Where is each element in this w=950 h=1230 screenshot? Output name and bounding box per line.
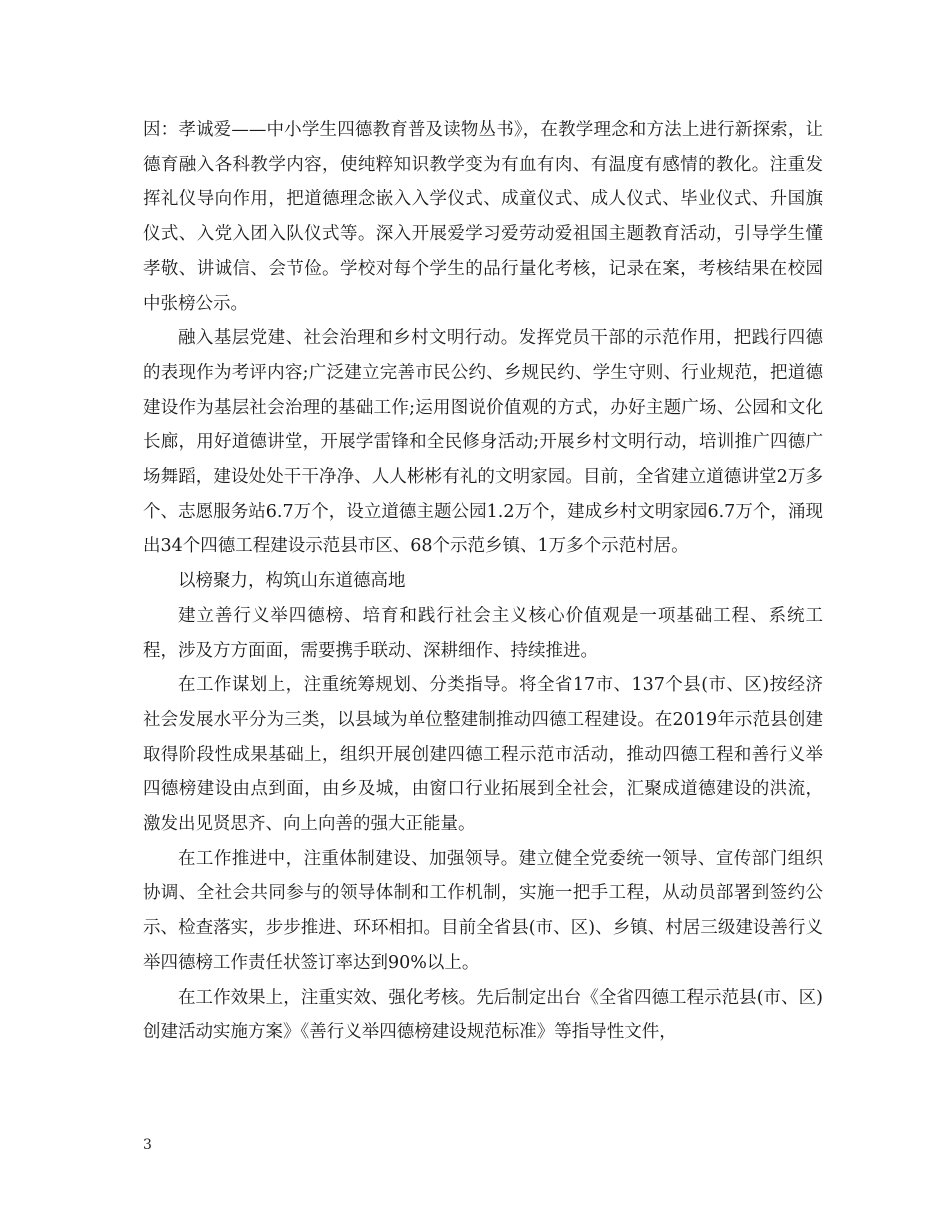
paragraph: 在工作效果上，注重实效、强化考核。先后制定出台《全省四德工程示范县(市、区)创建活动实施方案》《善行义举四德榜建设规范标准》等指导性文件， [143,987,823,1043]
paragraph: 因：孝诚爱——中小学生四德教育普及读物丛书》，在教学理念和方法上进行新探索，让德育融入各科教学内容，使纯粹知识教学变为有血有肉、有温度有感情的教化。注重发挥礼仪导向作用，把道德理念嵌入入学仪式、成童仪式、成人仪式、毕业仪式、升国旗仪式、入党入团入队仪式等。深入开展爱学习爱劳动爱祖国主题教育活动，引导学生懂孝敬、讲诚信、会节俭。学校对每个学生的品行量化考核，记录在案，考核结果在校园中张榜公示。 [143,120,823,314]
paragraph: 在工作谋划上，注重统筹规划、分类指导。将全省17市、137个县(市、区)按经济社会发展水平分为三类，以县域为单位整建制推动四德工程建设。在2019年示范县创建取得阶段性成果基础上，组织开展创建四德工程示范市活动，推动四德工程和善行义举四德榜建设由点到面，由乡及城，由窗口行业拓展到全社会，汇聚成道德建设的洪流，激发出见贤思齐、向上向善的强大正能量。 [143,675,823,835]
page-number: 3 [143,1137,152,1153]
paragraph: 融入基层党建、社会治理和乡村文明行动。发挥党员干部的示范作用，把践行四德的表现作为考评内容;广泛建立完善市民公约、乡规民约、学生守则、行业规范，把道德建设作为基层社会治理的基础工作;运用图说价值观的方式，办好主题广场、公园和文化长廊，用好道德讲堂，开展学雷锋和全民修身活动;开展乡村文明行动，培训推广四德广场舞蹈，建设处处干干净净、人人彬彬有礼的文明家园。目前，全省建立道德讲堂2万多个、志愿服务站6.7万个，设立道德主题公园1.2万个，建成乡村文明家园6.7万个，涌现出34个四德工程建设示范县市区、68个示范乡镇、1万多个示范村居。 [143,328,823,557]
body-text [143,113,823,1050]
paragraph: 在工作推进中，注重体制建设、加强领导。建立健全党委统一领导、宣传部门组织协调、全社会共同参与的领导体制和工作机制，实施一把手工程，从动员部署到签约公示、检查落实，步步推进、环环相扣。目前全省县(市、区)、乡镇、村居三级建设善行义举四德榜工作责任状签订率达到90%以上。 [143,848,823,973]
section-heading: 以榜聚力，构筑山东道德高地 [178,571,406,592]
paragraph: 建立善行义举四德榜、培育和践行社会主义核心价值观是一项基础工程、系统工程，涉及方方面面，需要携手联动、深耕细作、持续推进。 [143,605,823,661]
